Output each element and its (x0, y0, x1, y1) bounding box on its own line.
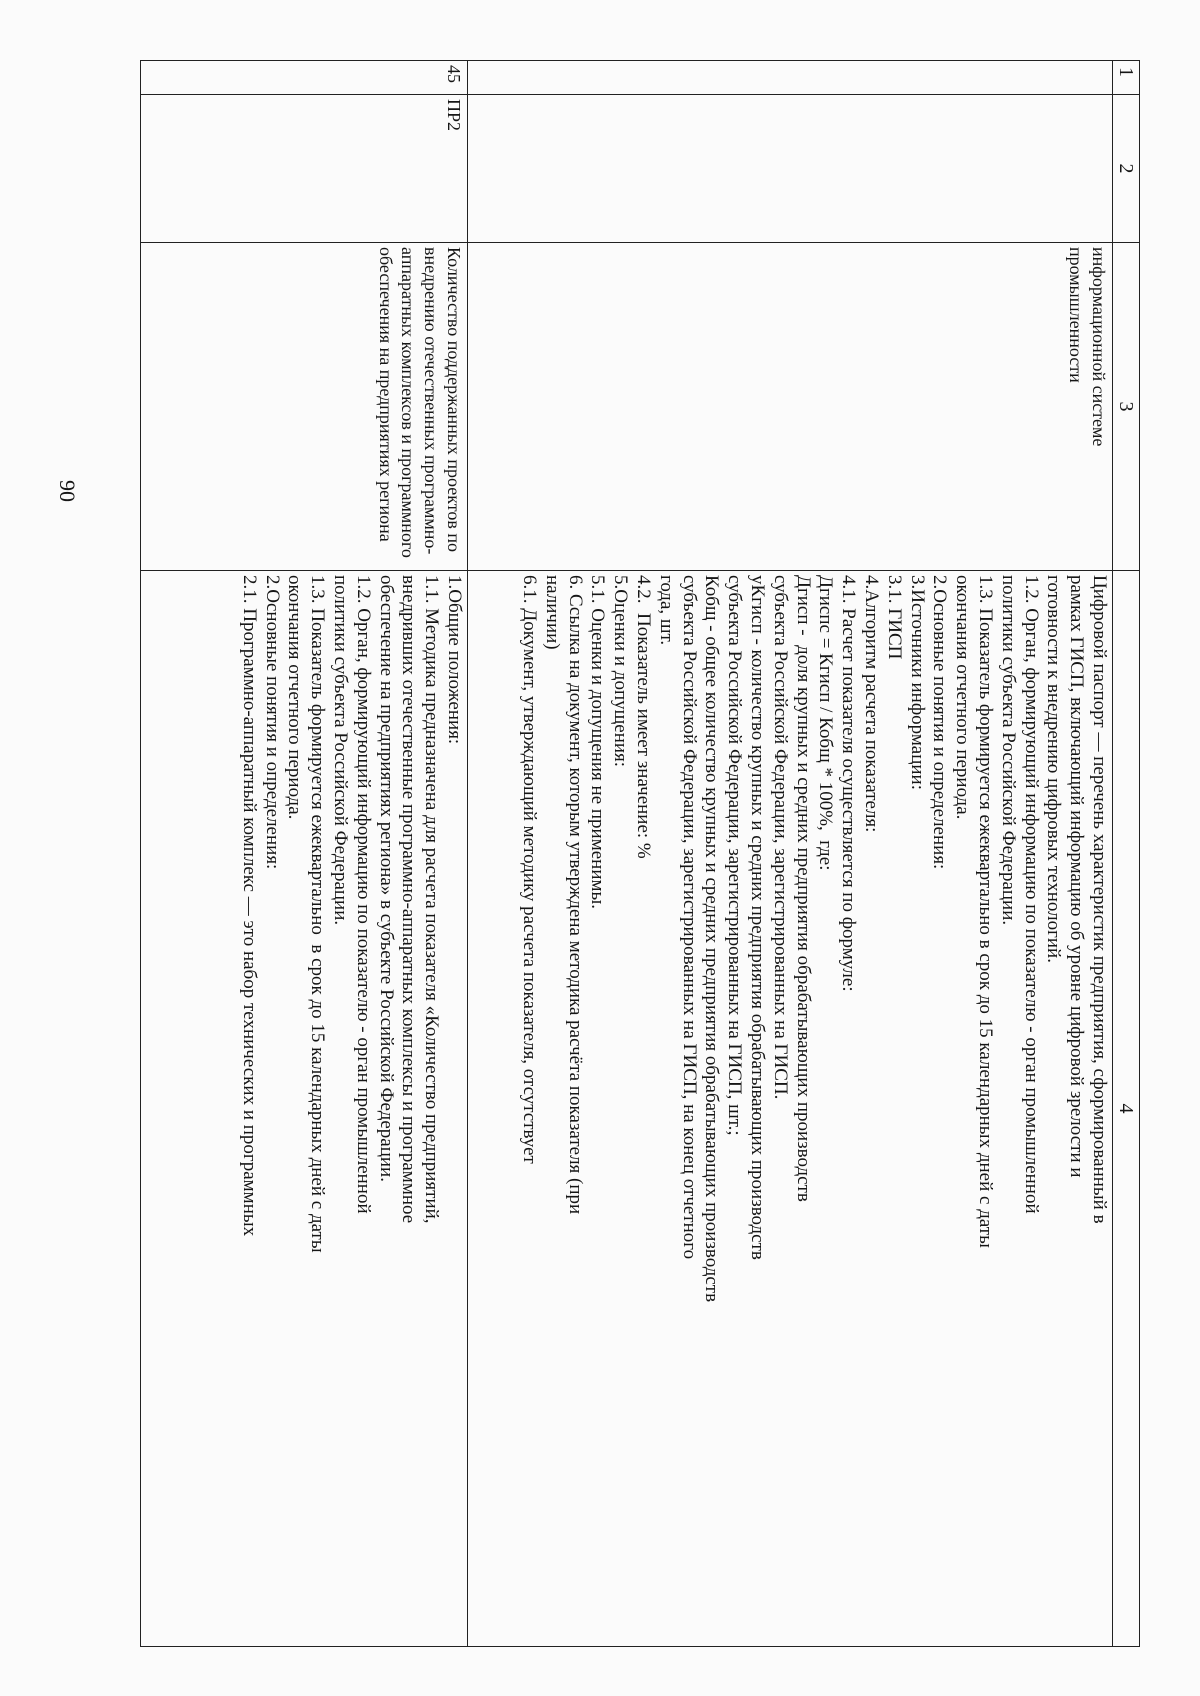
table-row (141, 61, 468, 1647)
row-code-cell (468, 95, 1113, 243)
table-row (468, 61, 1113, 1647)
methodology-description: Цифровой паспорт — перечень характеристик предприятия, сформированный в рамках ГИСП, включающий информацию об уровне цифровой зрелости и готовности к внедрению цифровых технологий. 1.2. Орган, формирующий информацию по показателю - орган промышленной политики субъекта Российской Федерации. 1.3. Показатель формируется ежеквартально в срок до 15 календарных дней с даты окончания отчетного периода. 2.Основные понятия и определения: 3.Источники информации: 3.1. ГИСП 4.Алгоритм расчета показателя: 4.1. Расчет показателя осуществляется по формуле: Дгиспс = Кгисп / Кобщ * 100%, где: Дгисп - доля крупных и средних предприятия обрабатывающих производств субъекта Российской Федерации, зарегистрированных на ГИСП. уКгисп - количество крупных и средних предприятия обрабатывающих производств субъекта Российской Федерации, зарегистрированных на ГИСП, шт.; Кобщ - общее количество крупных и средних предприятия обрабатывающих производств субъекта Российской Федерации, зарегистрированных на ГИСП, на конец отчетного года, шт. 4.2. Показатель имеет значение: % 5.Оценки и допущения: 5.1. Оценки и допущения не применимы. 6. Ссылка на документ, которым утверждена методика расчёта показателя (при наличии) 6.1. Документ, утверждающий методику расчета показателя, отсутствует (519, 575, 1110, 1303)
row-code: ПР2 (444, 99, 464, 132)
header-col-2: 2 (1113, 95, 1140, 243)
rotated-table-container (140, 60, 1140, 1646)
row-name-cell (468, 243, 1113, 571)
header-col-4: 4 (1113, 571, 1140, 1647)
row-code (1108, 95, 1112, 242)
page-number: 90 (55, 480, 80, 502)
methodology-description: 1.Общие положения: 1.1. Методика предназначена для расчета показателя «Количество предприятий, внедривших отечественные программно-аппаратных комплексы и программное обеспечение на предприятиях региона» в субъекте Российской Федерации. 1.2. Орган, формирующий информацию по показателю - орган промышленной политики субъекта Российской Федерации. 1.3. Показатель формируется ежеквартально в срок до 15 календарных дней с даты окончания отчетного периода. 2.Основные понятия и определения: 2.1. Программно-аппаратный комплекс — это набор технических и программных (238, 575, 465, 1253)
indicator-name: информационной системе промышленности (1066, 247, 1109, 447)
row-name-cell (141, 243, 468, 571)
header-col-3: 3 (1113, 243, 1140, 571)
row-description-cell (141, 571, 468, 1647)
row-number-cell (468, 61, 1113, 95)
row-number-cell (141, 61, 468, 95)
row-code-cell (141, 95, 468, 243)
row-number (1108, 61, 1112, 94)
indicator-name: Количество поддержанных проектов по внедрению отечественных программно- аппаратных комплексов и программного обеспечения на предприятиях региона (375, 247, 464, 558)
row-number: 45 (444, 65, 464, 83)
table-header-row (1113, 61, 1140, 1647)
methodology-table (140, 60, 1140, 1647)
row-description-cell (468, 571, 1113, 1647)
header-col-1: 1 (1113, 61, 1140, 95)
